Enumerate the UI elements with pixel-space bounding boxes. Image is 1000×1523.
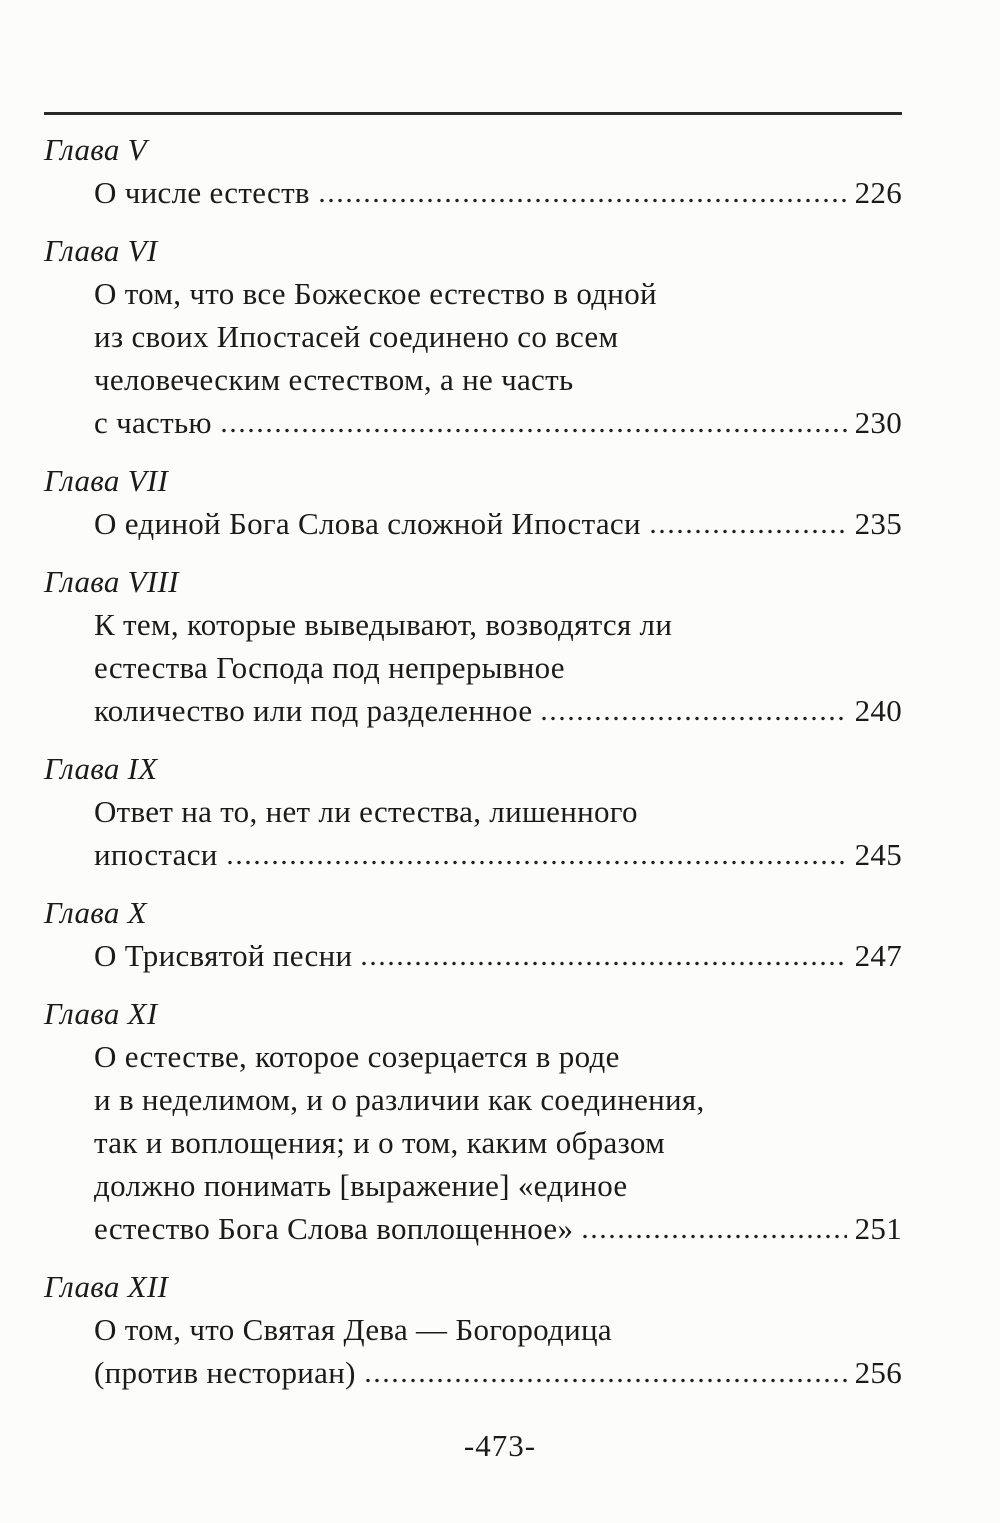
- toc-page-number: 251: [854, 1211, 902, 1246]
- toc-line: [44, 358, 902, 401]
- dot-leader: [320, 198, 847, 203]
- table-of-contents: [44, 128, 902, 1394]
- toc-entry: [44, 560, 902, 732]
- dot-leader: [362, 961, 846, 966]
- toc-line: [44, 646, 902, 689]
- toc-title-text: должно понимать [выражение] «единое: [94, 1168, 628, 1203]
- toc-line-with-page: [44, 502, 902, 545]
- toc-title-text: так и воплощения; и о том, каким образом: [94, 1125, 665, 1160]
- chapter-heading: Глава XII: [44, 1269, 169, 1304]
- chapter-heading: Глава VIII: [44, 564, 179, 599]
- toc-entry: [44, 747, 902, 876]
- toc-entry: [44, 229, 902, 444]
- chapter-heading: Глава V: [44, 132, 147, 167]
- toc-entry: [44, 891, 902, 977]
- toc-title-text: О естестве, которое созерцается в роде: [94, 1039, 620, 1074]
- toc-title-text: (против несториан): [94, 1355, 356, 1390]
- toc-line: [44, 1121, 902, 1164]
- toc-title-text: Ответ на то, нет ли естества, лишенного: [94, 794, 638, 829]
- page-number: -473-: [463, 1428, 537, 1463]
- toc-page-number: 247: [854, 938, 902, 973]
- toc-title-text: количество или под разделенное: [94, 693, 533, 728]
- toc-title-text: из своих Ипостасей соединено со всем: [94, 319, 619, 354]
- toc-title-text: О единой Бога Слова сложной Ипостаси: [94, 506, 641, 541]
- toc-page-number: 256: [854, 1355, 902, 1390]
- toc-entry: [44, 1265, 902, 1394]
- toc-line: [44, 315, 902, 358]
- toc-line: [44, 1035, 902, 1078]
- toc-title-text: с частью: [94, 405, 212, 440]
- toc-page-number: 235: [854, 506, 902, 541]
- toc-line-with-page: [44, 401, 902, 444]
- dot-leader: [651, 529, 847, 534]
- top-rule: [44, 112, 902, 115]
- toc-title-text: О числе естеств: [94, 175, 310, 210]
- toc-line: [44, 790, 902, 833]
- toc-title-text: О том, что все Божеское естество в одной: [94, 276, 657, 311]
- toc-title-text: и в неделимом, и о различии как соединения,: [94, 1082, 705, 1117]
- toc-line: [44, 1078, 902, 1121]
- toc-line: [44, 272, 902, 315]
- toc-line: [44, 1164, 902, 1207]
- toc-page-number: 245: [854, 837, 902, 872]
- toc-entry: [44, 459, 902, 545]
- dot-leader: [228, 860, 847, 865]
- toc-line: [44, 1308, 902, 1351]
- toc-line-with-page: [44, 934, 902, 977]
- toc-title-text: естество Бога Слова воплощенное»: [94, 1211, 574, 1246]
- chapter-heading: Глава VII: [44, 463, 169, 498]
- toc-title-text: О том, что Святая Дева — Богородица: [94, 1312, 612, 1347]
- toc-entry: [44, 128, 902, 214]
- toc-title-text: О Трисвятой песни: [94, 938, 353, 973]
- toc-title-text: К тем, которые выведывают, возводятся ли: [94, 607, 673, 642]
- toc-title-text: ипостаси: [94, 837, 218, 872]
- toc-line-with-page: [44, 171, 902, 214]
- toc-title-text: человеческим естеством, а не часть: [94, 362, 574, 397]
- dot-leader: [583, 1234, 846, 1239]
- toc-page-number: 230: [854, 405, 902, 440]
- chapter-heading: Глава XI: [44, 996, 158, 1031]
- toc-entry: [44, 992, 902, 1250]
- chapter-heading: Глава X: [44, 895, 147, 930]
- toc-page-number: 226: [854, 175, 902, 210]
- chapter-heading: Глава VI: [44, 233, 158, 268]
- toc-line-with-page: [44, 689, 902, 732]
- chapter-heading: Глава IX: [44, 751, 158, 786]
- toc-line-with-page: [44, 1207, 902, 1250]
- toc-line-with-page: [44, 833, 902, 876]
- dot-leader: [542, 716, 846, 721]
- toc-line-with-page: [44, 1351, 902, 1394]
- dot-leader: [366, 1378, 847, 1383]
- toc-line: [44, 603, 902, 646]
- toc-page-number: 240: [854, 693, 902, 728]
- dot-leader: [222, 428, 847, 433]
- toc-title-text: естества Господа под непрерывное: [94, 650, 565, 685]
